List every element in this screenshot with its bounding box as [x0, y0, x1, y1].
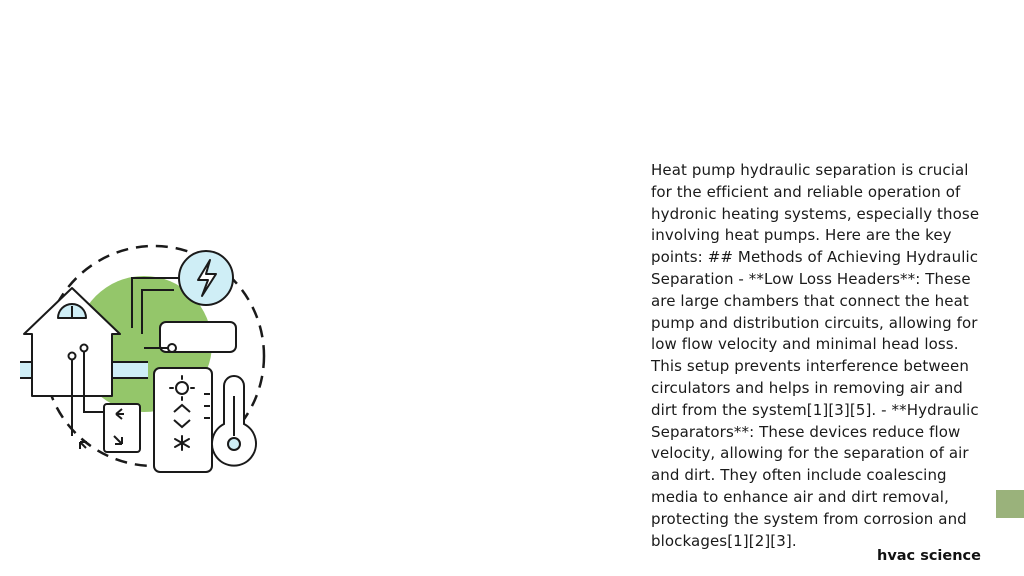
article-body: Heat pump hydraulic separation is crucial for the efficient and reliable operation of hydronic heating systems, especially those involving heat pumps. Here are the key points: ## Methods of Achieving Hydraulic Separation - **Low Loss Headers**: These are large chambers that connect the heat pump and distribution circuits, allowing for low flow velocity and minimal head loss. This setup prevents interference between circulators and helps in removing air and dirt from the system[1][3][5]. - **Hydraulic Separators**: These devices reduce flow velocity, allowing for the separation of air and dirt. They often include coalescing media to enhance air and dirt removal, protecting the system from corrosion and blockages[1][2][3]. — [651, 161, 980, 550]
thermostat-icon — [154, 368, 212, 472]
heat-pump-illustration — [14, 236, 274, 486]
thermometer-icon — [212, 376, 256, 466]
lightning-icon — [179, 251, 233, 305]
brand-name: hvac science — [877, 548, 981, 564]
accent-bar — [996, 490, 1024, 518]
